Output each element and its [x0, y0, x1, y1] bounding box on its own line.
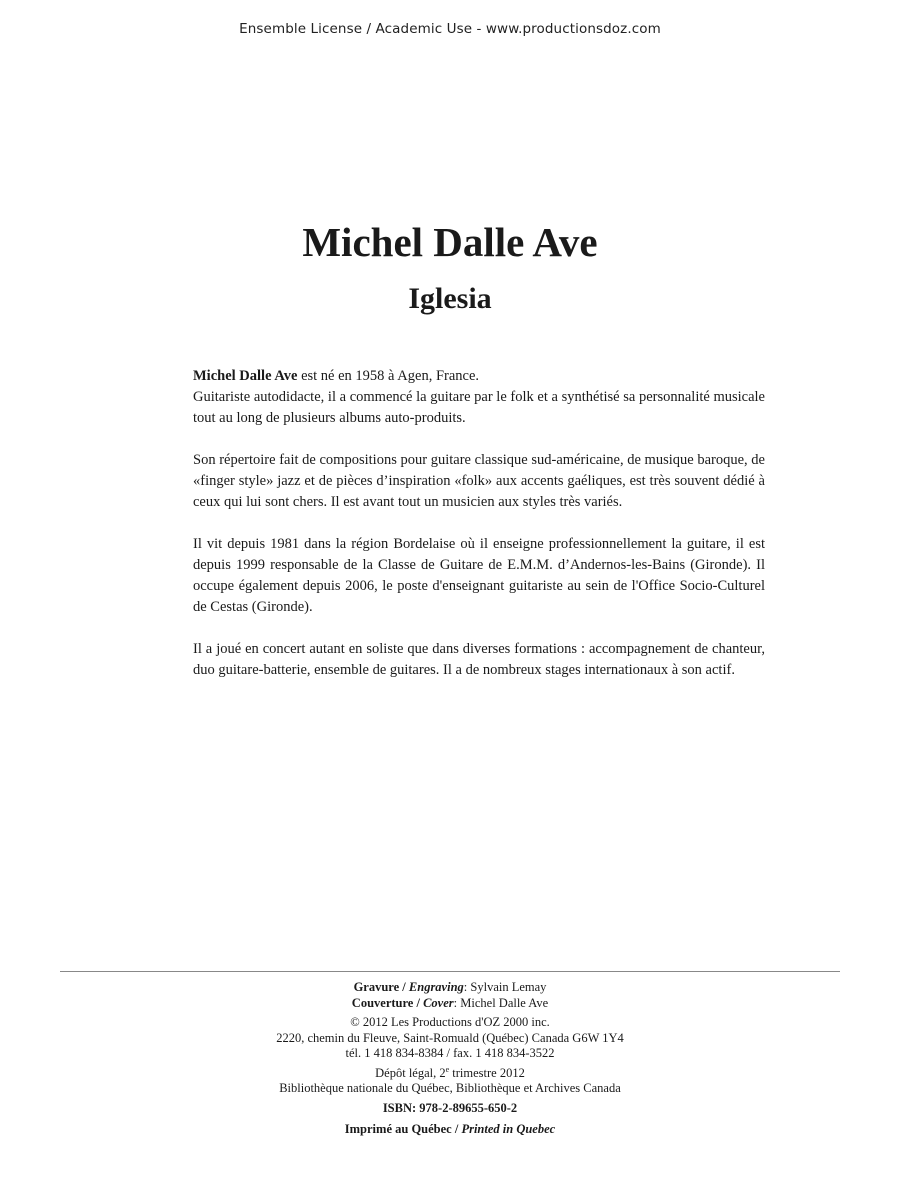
- bio-composer-name: Michel Dalle Ave: [193, 368, 298, 384]
- printed-line: Imprimé au Québec / Printed in Quebec: [344, 1122, 556, 1136]
- composer-title: Michel Dalle Ave: [302, 219, 598, 265]
- printed-group: [0, 1122, 900, 1138]
- bio-guitar-text: Guitariste autodidacte, il a commencé la guitare par le folk et a synthétisé sa personnalité musicale tout au long de plusieurs albums auto-produits.: [193, 389, 765, 426]
- isbn-group: [0, 1101, 900, 1117]
- publisher-info: [0, 1015, 900, 1062]
- library-line: Bibliothèque nationale du Québec, Bibliothèque et Archives Canada: [279, 1081, 621, 1095]
- engraving-credit: Gravure / Engraving: Sylvain Lemay: [353, 980, 547, 994]
- bio-paragraph-3: Il vit depuis 1981 dans la région Bordelaise où il enseigne professionnellement la guitare, il est depuis 1999 responsable de la Classe de Guitare de E.M.M. d’Andernos-les-Bains (Gironde). Il occupe également depuis 2006, le poste d'enseignant guitariste au sein de l'Office Socio-Culturel de Cestas (Gironde).: [193, 536, 765, 615]
- biography: [193, 366, 765, 702]
- phone-line: tél. 1 418 834-8384 / fax. 1 418 834-3522: [345, 1046, 555, 1060]
- piece-subtitle: Iglesia: [408, 282, 492, 315]
- credits-roles: [0, 980, 900, 1011]
- depot-line: Dépôt légal, 2e trimestre 2012: [375, 1064, 525, 1080]
- credits-block: [0, 980, 900, 1142]
- bio-paragraph-2: Son répertoire fait de compositions pour guitare classique sud-américaine, de musique baroque, de «finger style» jazz et de pièces d’inspiration «folk» aux accents gaéliques, est très souvent dédié à ceux qui lui sont chers. Il est avant tout un musicien aux styles très variés.: [193, 452, 765, 510]
- bio-paragraph-1: [193, 366, 765, 429]
- footer-divider: [60, 971, 840, 972]
- copyright-line: © 2012 Les Productions d'OZ 2000 inc.: [350, 1015, 550, 1029]
- bio-paragraph-4: Il a joué en concert autant en soliste que dans diverses formations : accompagnement de chanteur, duo guitare-batterie, ensemble de guitares. Il a de nombreux stages internationaux à son actif.: [193, 641, 765, 678]
- bio-birth-text: est né en 1958 à Agen, France.: [297, 368, 480, 384]
- isbn-line: ISBN: 978-2-89655-650-2: [382, 1100, 518, 1115]
- address-line: 2220, chemin du Fleuve, Saint-Romuald (Québec) Canada G6W 1Y4: [276, 1030, 624, 1045]
- license-header: Ensemble License / Academic Use - www.productionsdoz.com: [239, 21, 661, 37]
- legal-deposit: [0, 1066, 900, 1097]
- cover-credit: Couverture / Cover: Michel Dalle Ave: [351, 995, 549, 1010]
